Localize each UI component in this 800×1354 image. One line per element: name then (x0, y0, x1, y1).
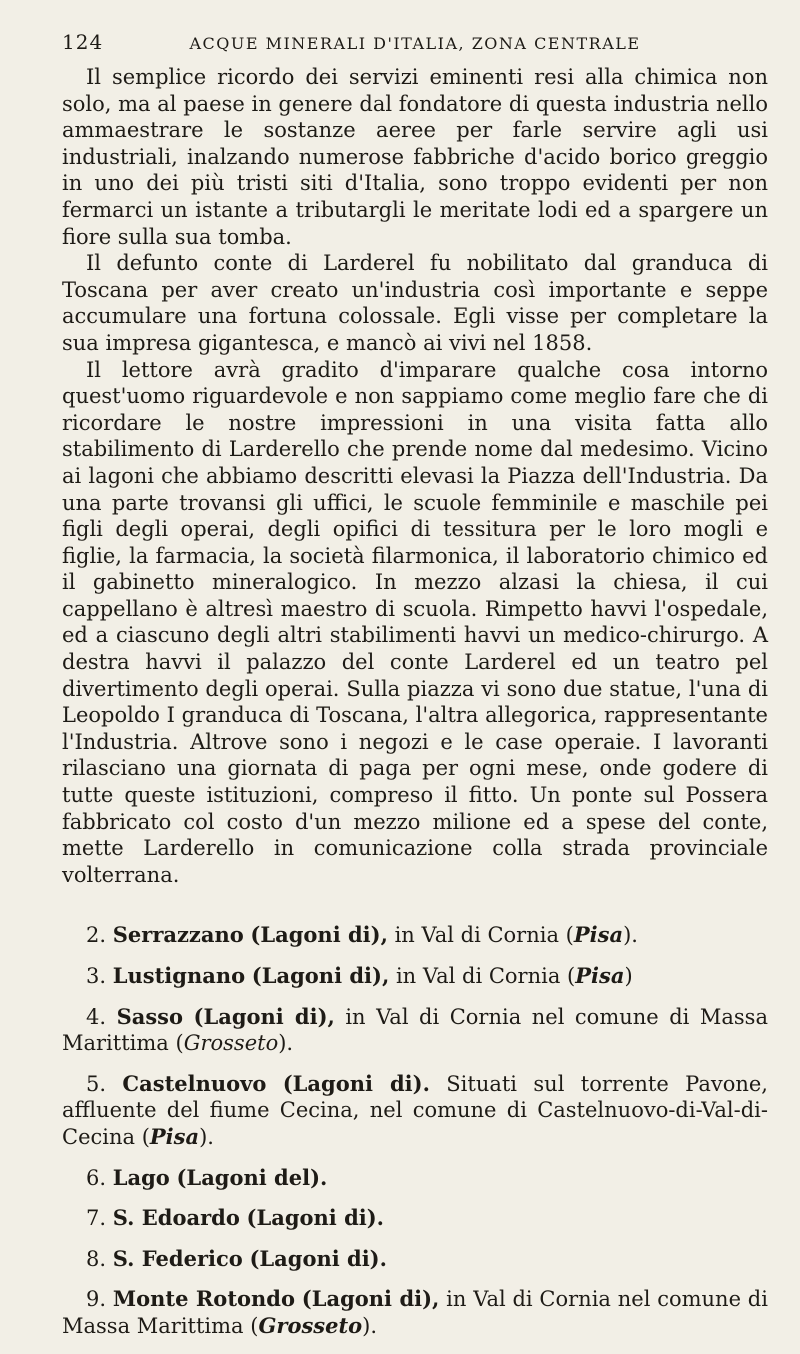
entry-province: Grosseto (183, 1031, 279, 1056)
running-header (62, 30, 768, 60)
entry-province: Pisa (573, 922, 624, 948)
page (62, 30, 768, 1354)
entry-name: Lustignano (112, 963, 246, 988)
paragraph: Il defunto conte di Larderel fu nobilitato dal granduca di Toscana per aver creato un'industria così importante e seppe accumulare una fortuna colossale. Egli visse per completare la sua impresa gigantesca, e mancò ai vivi nel 1858. (62, 251, 768, 355)
entry-name: Lago (112, 1164, 170, 1190)
entry-description: in Val di Cornia nel comune di Massa Marittima ( (62, 1004, 768, 1056)
entry-description: Situati sul torrente Pavone, affluente del fiume Cecina, nel comune di Castelnuovo-di-Val-di-Cecina ( (62, 1071, 768, 1149)
entry-number: 7. (86, 1206, 107, 1231)
paragraph: Il semplice ricordo dei servizi eminenti resi alla chimica non solo, ma al paese in genere dal fondatore di questa industria nello ammaestrare le sostanze aeree per farle servire agli usi industriali, inalzando numerose fabbriche d'acido borico greggio in uno dei più tristi siti d'Italia, sono troppo evidenti per non fermarci un istante a tributargli le meritate lodi ed a spargere un fiore sulla sua tomba. (62, 65, 768, 249)
paragraph: Il lettore avrà gradito d'imparare qualche cosa intorno quest'uomo riguardevole e non sappiamo come meglio fare che di ricordare le nostre impressioni in una visita fatta allo stabilimento di Larderello che prende nome dal medesimo. Vicino ai lagoni che abbiamo descritti elevasi la Piazza dell'Industria. Da una parte trovansi gli uffici, le scuole femminile e maschile pei figli degli operai, degli opifici di tessitura per le loro mogli e figlie, la farmacia, la società filarmonica, il laboratorio chimico ed il gabinetto mineralogico. In mezzo alzasi la chiesa, il cui cappellano è altresì maestro di scuola. Rimpetto havvi l'ospedale, ed a ciascuno degli altri stabilimenti havvi un medico-chirurgo. A destra havvi il palazzo del conte Larderel ed un teatro pel divertimento degli operai. Sulla piazza vi sono due statue, l'una di Leopoldo I granduca di Toscana, l'altra allegorica, rappresentante l'Industria. Altrove sono i negozi e le case operaie. I lavoranti rilasciano una giornata di paga per ogni mese, onde godere di tutte queste istituzioni, compreso il fitto. Un ponte sul Possera fabbricato col costo d'un mezzo milione ed a spese del conte, mette Larderello in comunicazione colla strada provinciale volterrana. (62, 357, 768, 887)
entry-province: Grosseto (258, 1312, 363, 1338)
list-entry (62, 963, 768, 990)
entry-tail: ). (278, 1031, 294, 1056)
entry-tail: ). (199, 1124, 214, 1149)
entry-name: Sasso (116, 1003, 183, 1029)
entry-province: Pisa (575, 963, 625, 988)
entry-name: Castelnuovo (122, 1070, 267, 1096)
list-entry (62, 1205, 768, 1232)
entry-number: 3. (86, 964, 107, 988)
entry-qualifier: (Lagoni di). (282, 1070, 430, 1096)
lagoni-list (62, 922, 768, 1339)
body-text (62, 64, 768, 888)
entry-qualifier: (Lagoni di), (301, 1286, 440, 1312)
entry-name: S. Federico (112, 1245, 243, 1271)
entry-name: Monte Rotondo (112, 1286, 295, 1312)
entry-description: in Val di Cornia ( (389, 964, 576, 988)
entry-number: 9. (86, 1287, 107, 1312)
list-entry (62, 1004, 768, 1057)
list-entry (62, 1286, 768, 1339)
entry-qualifier: (Lagoni del). (176, 1164, 328, 1190)
entry-description: in Val di Cornia ( (387, 923, 574, 948)
entry-qualifier: (Lagoni di). (249, 1245, 387, 1271)
entry-name: Serrazzano (112, 922, 244, 948)
entry-qualifier: (Lagoni di), (193, 1003, 335, 1029)
entry-tail: ). (623, 923, 638, 948)
entry-qualifier: (Lagoni di), (251, 963, 390, 988)
entry-province: Pisa (149, 1123, 200, 1149)
entry-tail: ). (362, 1313, 378, 1338)
entry-tail: ) (624, 964, 633, 988)
list-entry (62, 1246, 768, 1273)
entry-number: 6. (86, 1165, 107, 1190)
entry-qualifier: (Lagoni di). (246, 1205, 384, 1231)
entry-number: 4. (86, 1004, 107, 1029)
entry-number: 2. (86, 923, 107, 948)
entry-name: S. Edoardo (112, 1205, 240, 1231)
list-entry (62, 1071, 768, 1151)
entry-number: 8. (86, 1246, 107, 1271)
list-entry (62, 922, 768, 949)
list-entry (62, 1165, 768, 1192)
entry-number: 5. (86, 1071, 107, 1096)
entry-description: in Val di Cornia nel comune di Massa Marittima ( (62, 1287, 768, 1338)
entry-qualifier: (Lagoni di), (250, 922, 388, 948)
page-number: 124 (62, 30, 104, 54)
running-title: ACQUE MINERALI D'ITALIA, ZONA CENTRALE (189, 34, 641, 53)
